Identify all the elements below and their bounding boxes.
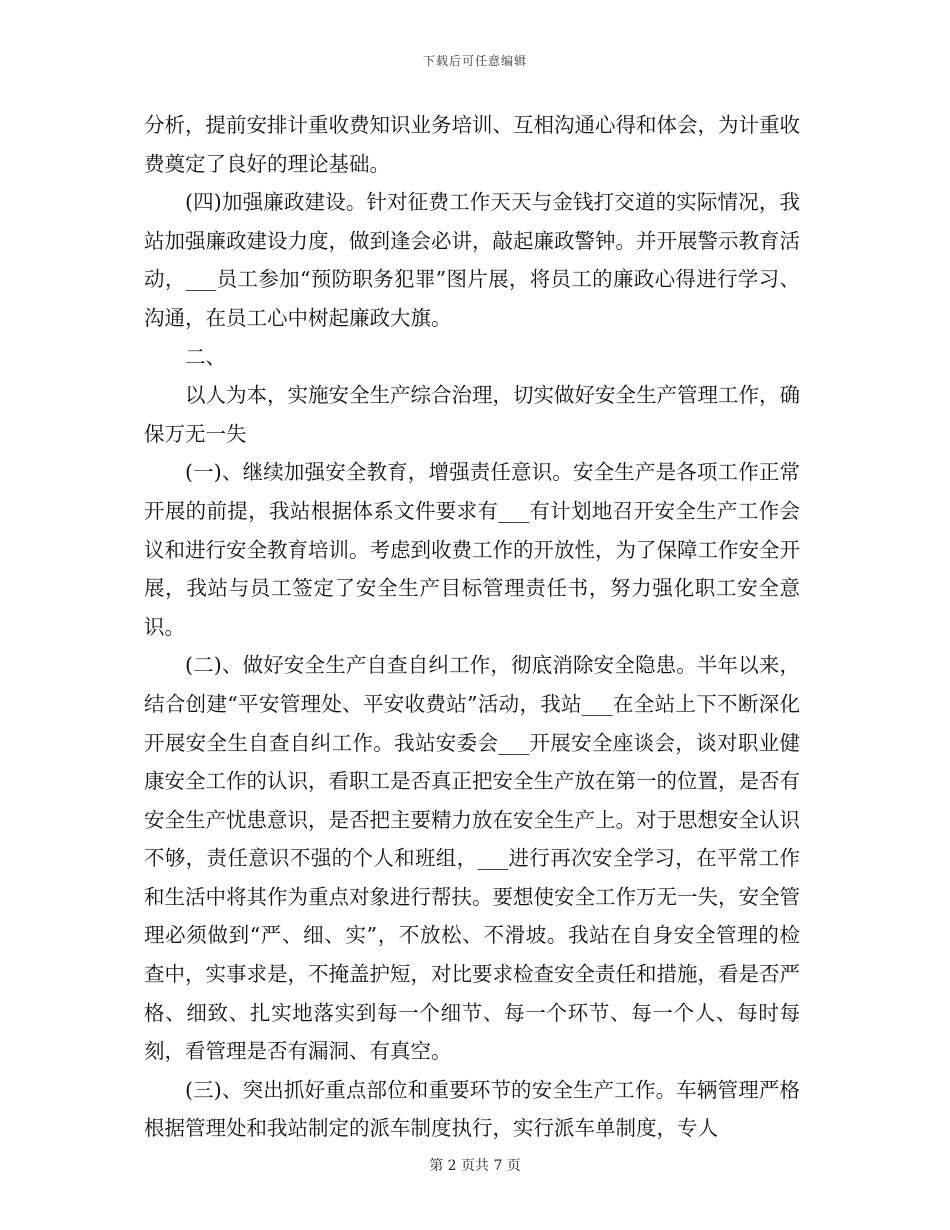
paragraph-safety-education: (一)、继续加强安全教育，增强责任意识。安全生产是各项工作正常开展的前提，我站根据体系文件要求有___有计划地召开安全生产工作会议和进行安全教育培训。考虑到收费工作的开放性，为了保障工作安全开展，我站与员工签定了安全生产目标管理责任书，努力强化职工安全意识。	[144, 460, 800, 639]
page-header: 下载后可任意编辑	[422, 54, 527, 68]
paragraph-continuation: 分析，提前安排计重收费知识业务培训、互相沟通心得和体会，为计重收费奠定了良好的理论基础。	[144, 113, 800, 176]
section-heading-two: 二、	[185, 344, 226, 369]
section-title-safety: 以人为本，实施安全生产综合治理，切实做好安全生产管理工作，确保万无一失	[144, 383, 800, 446]
paragraph-key-areas: (三)、突出抓好重点部位和重要环节的安全生产工作。车辆管理严格根据管理处和我站制定的派车制度执行，实行派车单制度，专人	[144, 1077, 800, 1141]
paragraph-integrity-building: (四)加强廉政建设。针对征费工作天天与金钱打交道的实际情况，我站加强廉政建设力度，做到逢会必讲，敲起廉政警钟。并开展警示教育活动，___员工参加“预防职务犯罪”图片展，将员工的廉政心得进行学习、沟通，在员工心中树起廉政大旗。	[144, 190, 800, 330]
document-body	[144, 106, 800, 1148]
paragraph-self-inspection: (二)、做好安全生产自查自纠工作，彻底消除安全隐患。半年以来，结合创建“平安管理处、平安收费站”活动，我站___在全站上下不断深化开展安全生自查自纠工作。我站安委会___开展安全座谈会，谈对职业健康安全工作的认识，看职工是否真正把安全生产放在第一的位置，是否有安全生产忧患意识，是否把主要精力放在安全生产上。对于思想安全认识不够，责任意识不强的个人和班组，___进行再次安全学习，在平常工作和生活中将其作为重点对象进行帮扶。要想使安全工作万无一失，安全管理必须做到“严、细、实”，不放松、不滑坡。我站在自身安全管理的检查中，实事求是，不掩盖护短，对比要求检查安全责任和措施，看是否严格、细致、扎实地落实到每一个细节、每一个环节、每一个人、每时每刻，看管理是否有漏洞、有真空。	[144, 653, 800, 1064]
page-number: 第 2 页共 7 页	[429, 1158, 521, 1174]
